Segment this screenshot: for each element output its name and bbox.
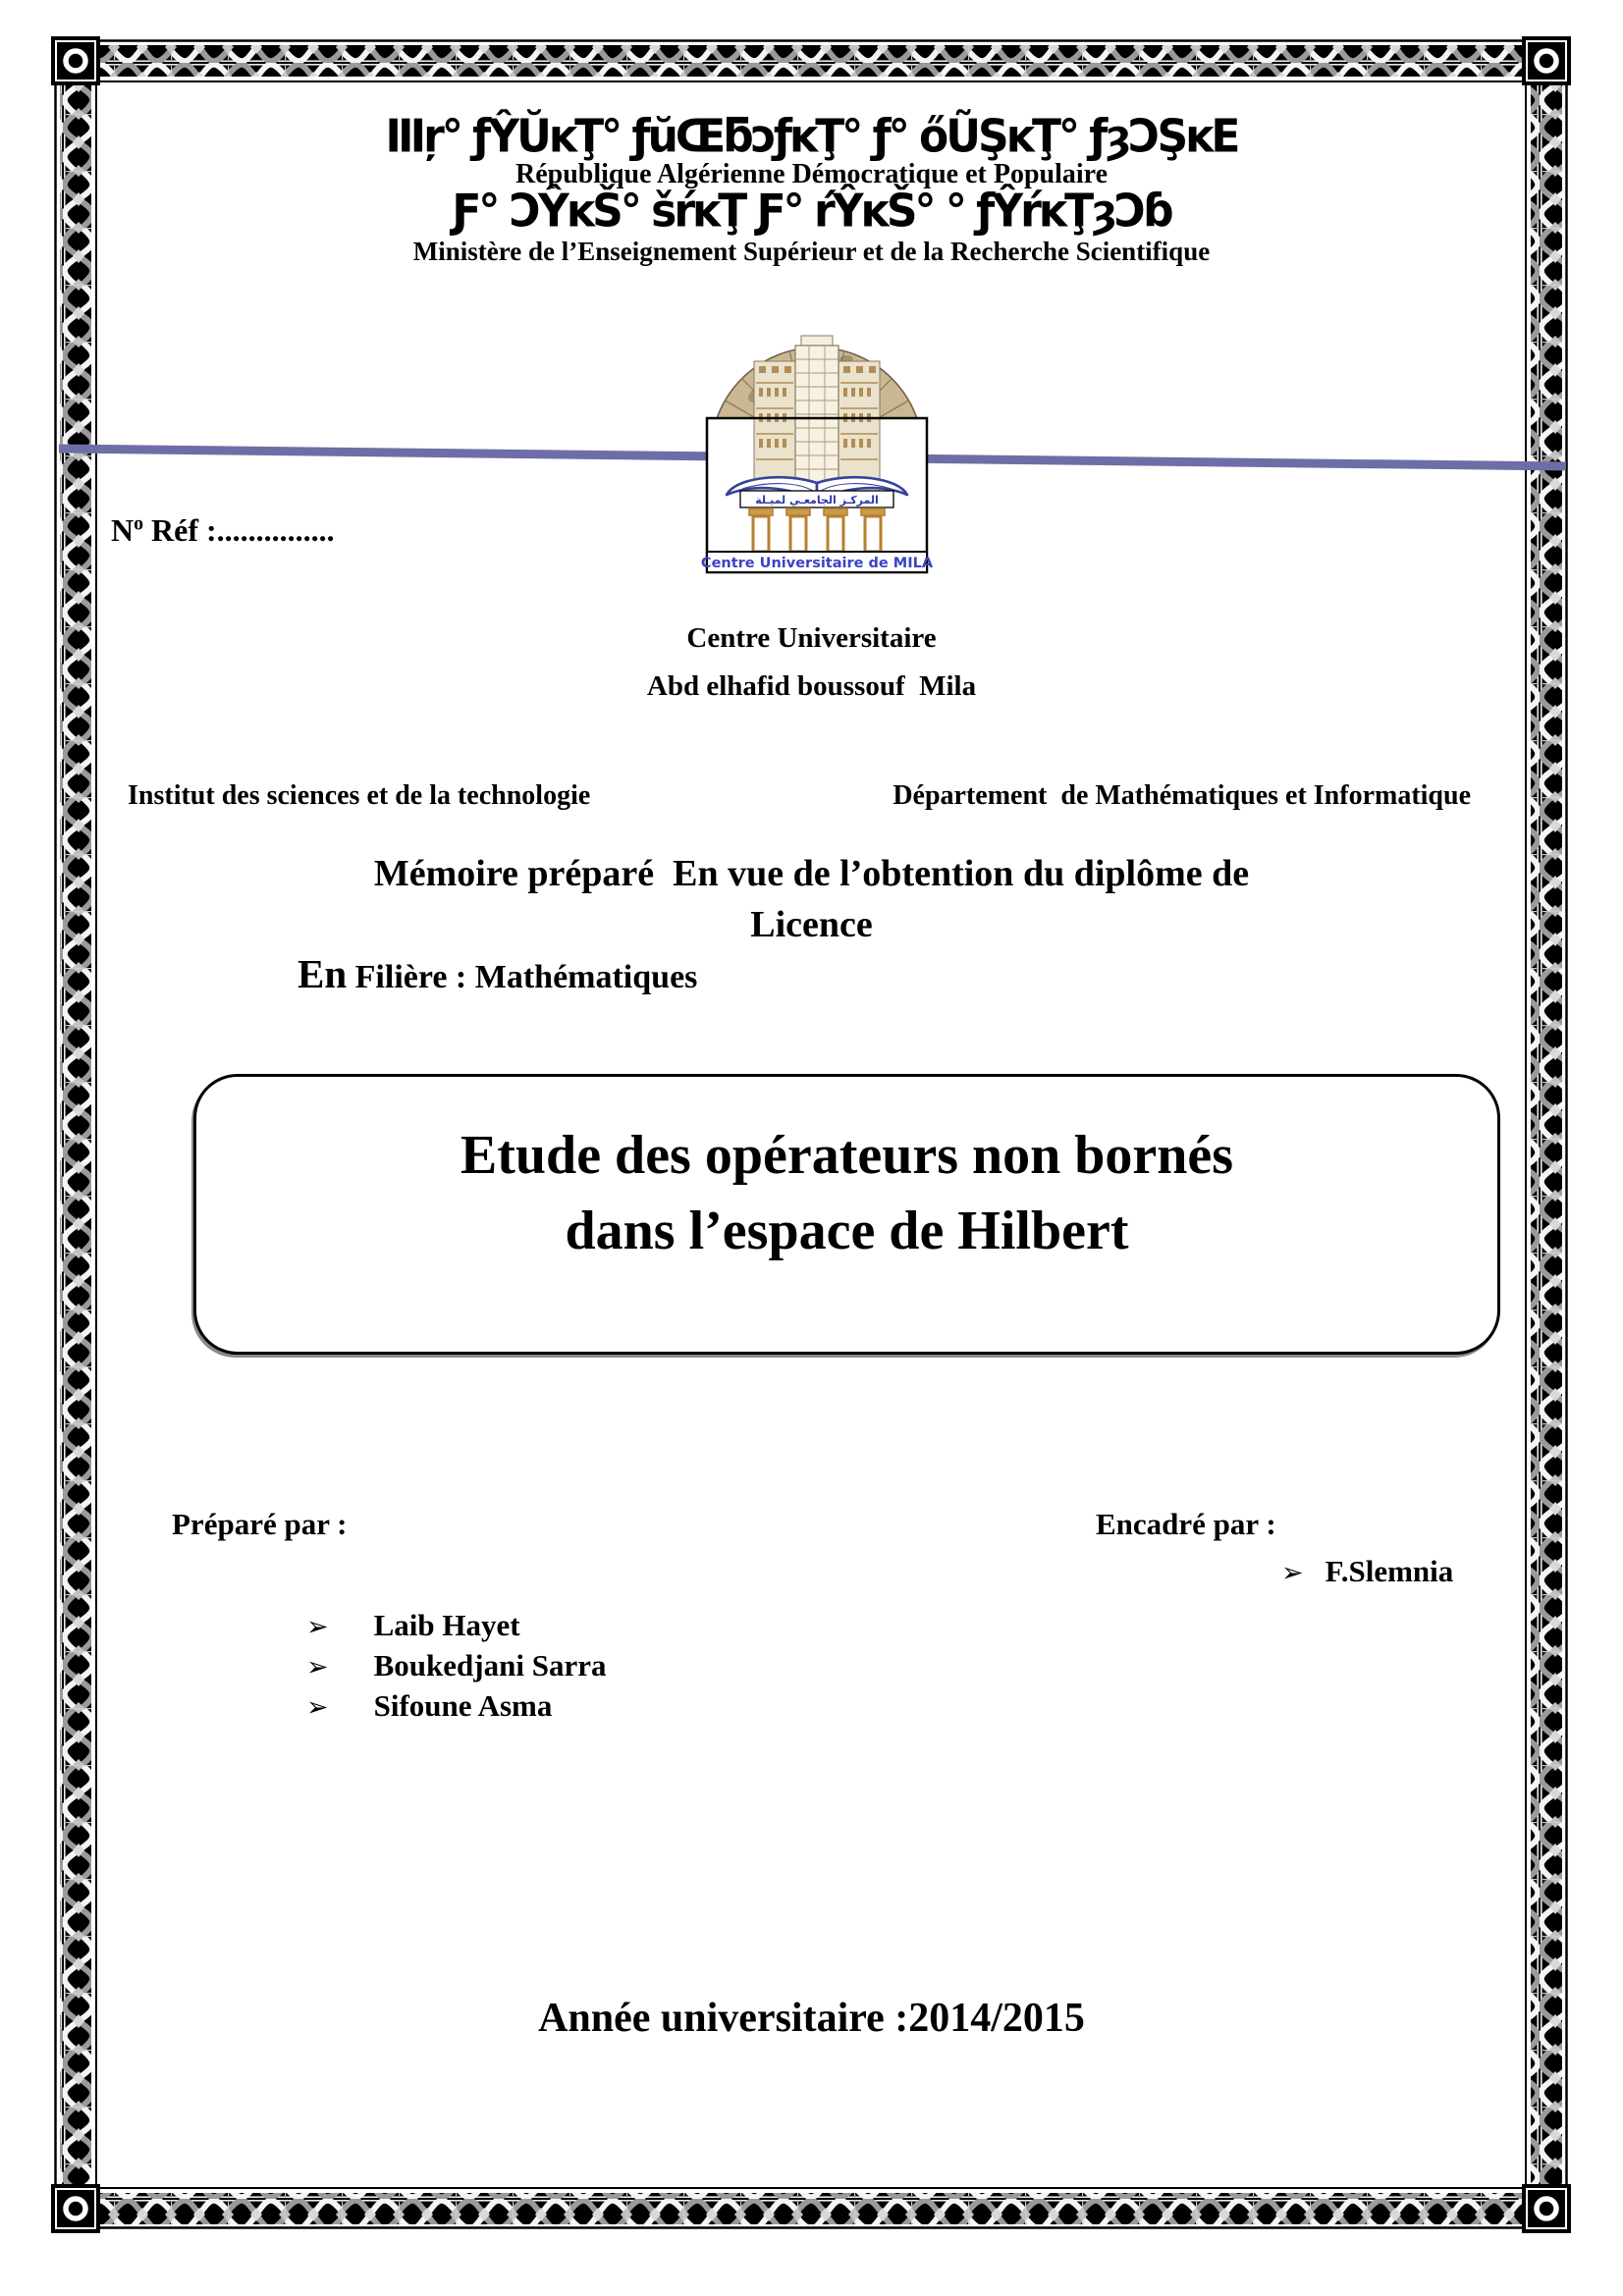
ref-sup-o: o <box>134 512 144 535</box>
logo-label-strip <box>701 552 934 572</box>
logo-label-text: Centre Universitaire de MILA <box>700 556 934 571</box>
degree-line-2: Licence <box>750 904 873 945</box>
university-logo <box>699 334 935 575</box>
arrow-bullet-icon: ➢ <box>306 1612 329 1642</box>
arrow-bullet-icon: ➢ <box>306 1652 329 1682</box>
arabic-header-line-1: Ⅲŗ° ƒŶŬĸŢ° ƒŭŒƃɔƒĸŢ° ƒ° őŨŞĸŢ° ƒȝƆŞĸE <box>385 110 1238 164</box>
student-name: Boukedjani Sarra <box>373 1648 607 1682</box>
thesis-title-box <box>193 1074 1500 1355</box>
logo-banner <box>740 491 893 507</box>
arabic-header-line-2: Ƒ° ƆŶĸŠ° šŕĸŢ Ƒ° ŕŶĸŠ° ° ƒŶŕĸŢȝƆɓ <box>452 185 1171 239</box>
institution-line-1: Centre Universitaire <box>686 622 937 654</box>
ref-n: N <box>111 512 135 548</box>
student-item <box>306 1648 606 1683</box>
ministry-line: Ministère de l’Enseignement Supérieur et de la Recherche Scientifique <box>412 237 1211 267</box>
supervisor-name: F.Slemnia <box>1325 1554 1454 1588</box>
field-prefix: En <box>298 951 348 996</box>
supervisor-item <box>1281 1554 1453 1589</box>
field-of-study <box>298 950 697 997</box>
supervised-by-label: Encadré par : <box>1096 1507 1276 1541</box>
thesis-title-line-1: Etude des opérateurs non bornés <box>460 1125 1234 1186</box>
academic-year: Année universitaire :2014/2015 <box>538 1996 1085 2041</box>
student-item <box>306 1608 606 1643</box>
arrow-bullet-icon: ➢ <box>306 1692 329 1723</box>
logo-banner-arabic-text: المركـز الجامعـي لميـلة <box>755 494 879 507</box>
student-name: Laib Hayet <box>373 1608 520 1642</box>
student-item <box>306 1688 606 1724</box>
prepared-by-label: Préparé par : <box>172 1507 348 1541</box>
department-name: Département de Mathématiques et Informatique <box>893 780 1471 811</box>
field-rest: Filière : Mathématiques <box>347 959 698 995</box>
institution-name <box>0 622 1623 703</box>
thesis-title-line-2: dans l’espace de Hilbert <box>565 1201 1129 1262</box>
arrow-bullet-icon: ➢ <box>1281 1558 1304 1588</box>
affiliations-row <box>128 780 1471 812</box>
ref-dots: Réf :............... <box>143 512 335 548</box>
degree-statement <box>0 852 1623 946</box>
students-list <box>306 1608 606 1729</box>
institute-name: Institut des sciences et de la technologie <box>128 780 591 811</box>
republic-line: République Algérienne Démocratique et Populaire <box>515 159 1108 189</box>
institution-line-2: Abd elhafid boussouf Mila <box>646 670 977 702</box>
degree-line-1: Mémoire préparé En vue de l’obtention du diplôme de <box>373 853 1250 894</box>
reference-number <box>111 512 335 549</box>
official-header <box>0 110 1623 268</box>
student-name: Sifoune Asma <box>373 1688 553 1723</box>
